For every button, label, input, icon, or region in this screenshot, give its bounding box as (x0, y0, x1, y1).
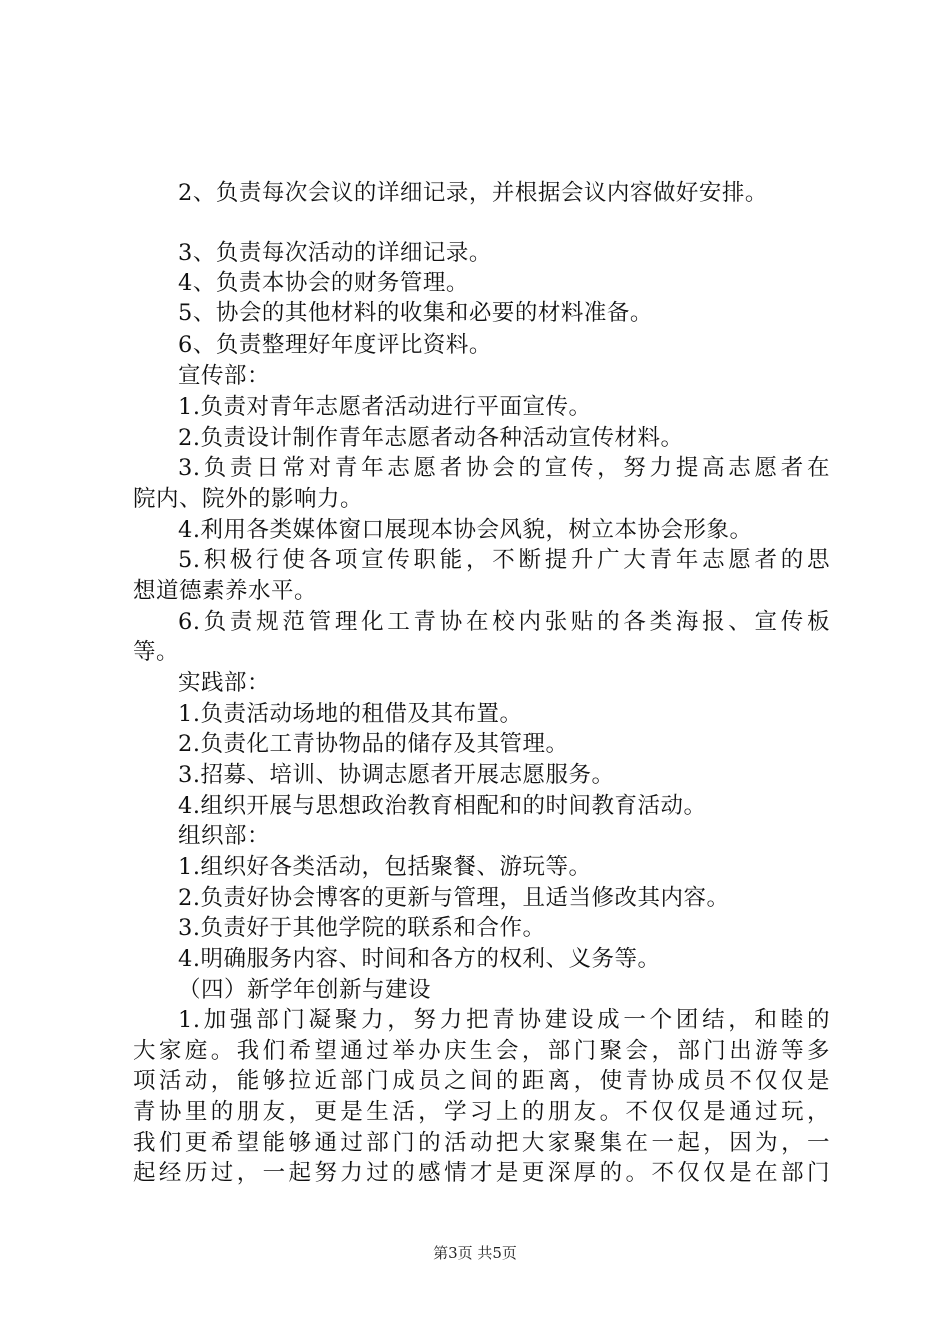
text-line: 3.招募、培训、协调志愿者开展志愿服务。 (178, 762, 615, 788)
text-line: 3、负责每次活动的详细记录。 (178, 240, 492, 266)
text-line: 3.负责好于其他学院的联系和合作。 (178, 915, 546, 941)
text-line: 1.负责活动场地的租借及其布置。 (178, 701, 523, 727)
text-line: 我们更希望能够通过部门的活动把大家聚集在一起，因为，一 (133, 1130, 830, 1156)
text-line: 等。 (133, 639, 180, 665)
text-line: 2.负责设计制作青年志愿者动各种活动宣传材料。 (178, 425, 684, 451)
text-line: 2.负责好协会博客的更新与管理，且适当修改其内容。 (178, 885, 730, 911)
text-line: 1.负责对青年志愿者活动进行平面宣传。 (178, 394, 592, 420)
text-line: 2、负责每次会议的详细记录，并根据会议内容做好安排。 (178, 180, 768, 206)
text-line: 1.加强部门凝聚力，努力把青协建设成一个团结，和睦的 (178, 1007, 830, 1033)
text-line: 院内、院外的影响力。 (133, 486, 364, 512)
text-line: 大家庭。我们希望通过举办庆生会，部门聚会，部门出游等多 (133, 1038, 830, 1064)
text-line: 起经历过，一起努力过的感情才是更深厚的。不仅仅是在部门 (133, 1160, 830, 1186)
text-line: 5.积极行使各项宣传职能，不断提升广大青年志愿者的思 (178, 547, 830, 573)
text-line: 4.利用各类媒体窗口展现本协会风貌，树立本协会形象。 (178, 517, 753, 543)
section-heading: 宣传部： (178, 363, 271, 389)
text-line: 2.负责化工青协物品的储存及其管理。 (178, 731, 569, 757)
text-line: 1.组织好各类活动，包括聚餐、游玩等。 (178, 854, 592, 880)
text-line: 5、协会的其他材料的收集和必要的材料准备。 (178, 300, 653, 326)
text-line: 4.组织开展与思想政治教育相配和的时间教育活动。 (178, 793, 707, 819)
text-line: 4、负责本协会的财务管理。 (178, 270, 469, 296)
text-line: 3.负责日常对青年志愿者协会的宣传，努力提高志愿者在 (178, 455, 830, 481)
text-line: 青协里的朋友，更是生活，学习上的朋友。不仅仅是通过玩， (133, 1099, 830, 1125)
text-line: 6、负责整理好年度评比资料。 (178, 332, 492, 358)
text-line: 4.明确服务内容、时间和各方的权利、义务等。 (178, 946, 661, 972)
text-line: 项活动，能够拉近部门成员之间的距离，使青协成员不仅仅是 (133, 1068, 830, 1094)
text-line: 6.负责规范管理化工青协在校内张贴的各类海报、宣传板 (178, 609, 830, 635)
section-heading: 实践部： (178, 670, 271, 696)
text-line: 想道德素养水平。 (133, 578, 318, 604)
page-number: 第3页 共5页 (433, 1244, 517, 1262)
section-heading: 组织部： (178, 823, 271, 849)
section-heading: （四）新学年创新与建设 (178, 977, 432, 1003)
